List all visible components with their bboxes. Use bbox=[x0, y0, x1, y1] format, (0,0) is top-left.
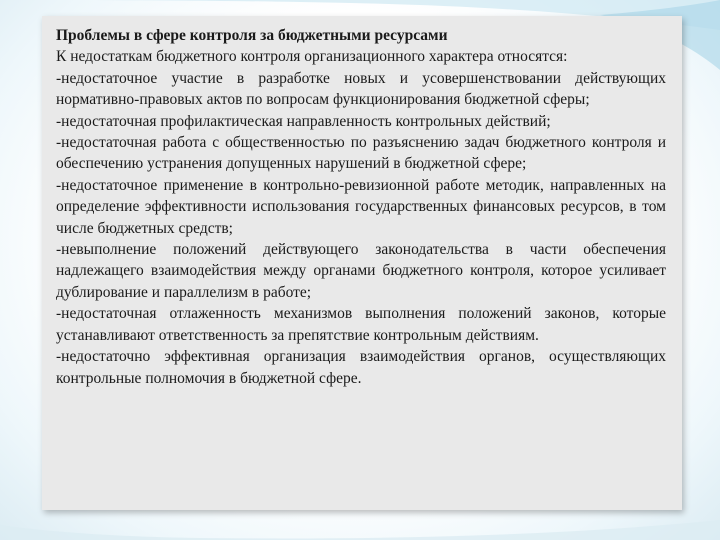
list-item: -недостаточное применение в контрольно-ревизионной работе методик, направленных на определение эффективности использования государственных финансовых ресурсов, в том числе бюджетных средств; bbox=[56, 176, 666, 237]
list-item: -недостаточная работа с общественностью по разъяснению задач бюджетного контроля и обеспечению устранения допущенных нарушений в бюджетной сфере; bbox=[56, 134, 666, 173]
intro-text: К недостаткам бюджетного контроля организационного характера относятся: bbox=[56, 48, 568, 66]
slide-title: Проблемы в сфере контроля за бюджетными ресурсами bbox=[56, 27, 448, 44]
list-item: -недостаточно эффективная организация взаимодействия органов, осуществляющих контрольные полномочия в бюджетной сфере. bbox=[56, 348, 666, 387]
list-item: -недостаточная отлаженность механизмов выполнения положений законов, которые устанавливают ответственность за препятствие контрольным действиям. bbox=[56, 305, 666, 344]
list-item: -недостаточное участие в разработке новых и усовершенствовании действующих нормативно-правовых актов по вопросам функционирования бюджетной сферы; bbox=[56, 69, 666, 109]
list-item: -невыполнение положений действующего законодательства в части обеспечения надлежащего взаимодействия между органами бюджетного контроля, которое усиливает дублирование и параллелизм в работе; bbox=[56, 241, 666, 301]
list-item: -недостаточная профилактическая направленность контрольных действий; bbox=[56, 112, 551, 130]
slide-content bbox=[56, 25, 666, 389]
